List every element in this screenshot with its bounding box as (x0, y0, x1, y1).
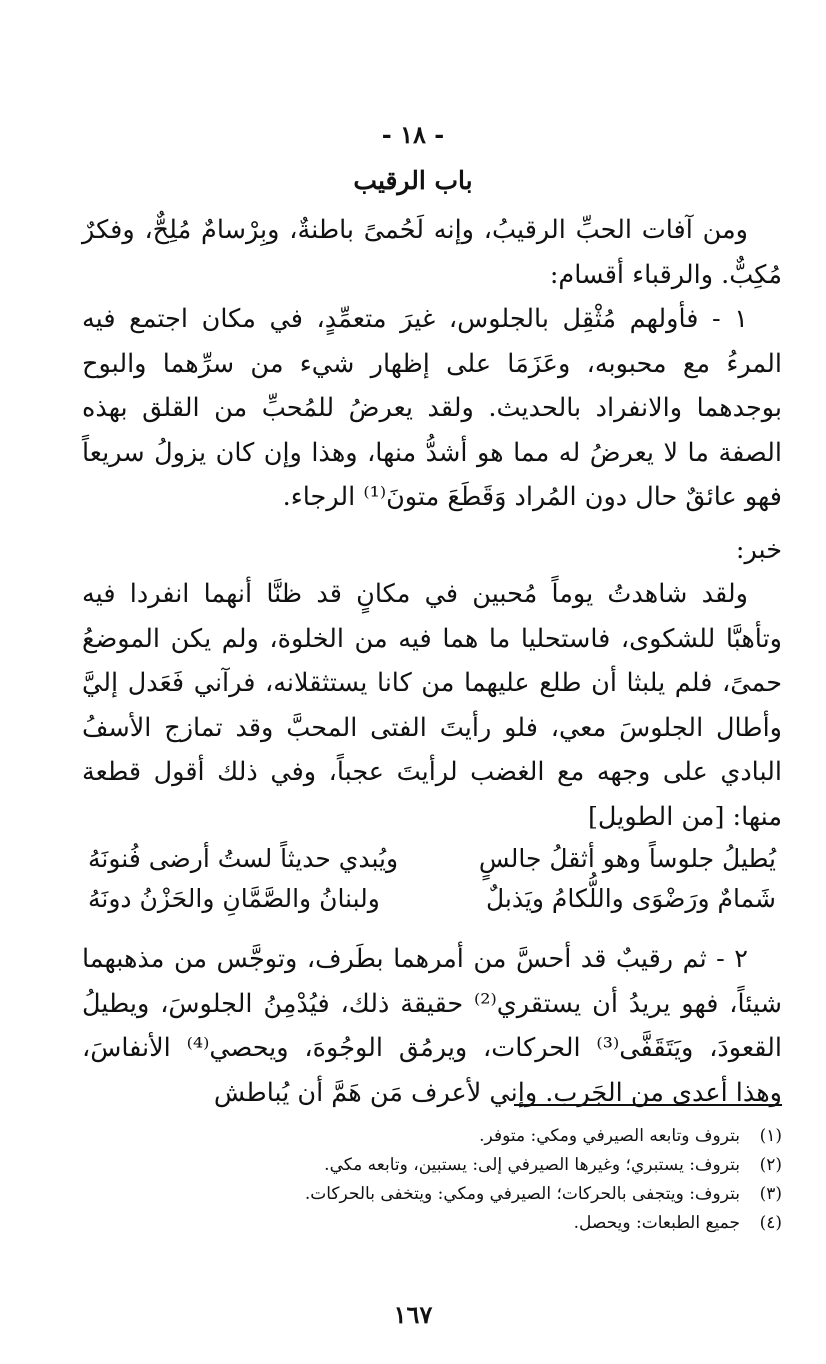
footnote-number: (٤) (759, 1213, 782, 1233)
footnote-number: (٣) (759, 1184, 782, 1204)
footnote-text: بتروف وتابعه الصيرفي ومكي: متوفر. (479, 1126, 740, 1146)
footnote-number: (٢) (759, 1155, 782, 1175)
verse-first-hemistich: يُطيلُ جلوساً وهو أثقلُ جالسٍ (478, 844, 776, 873)
main-text (82, 208, 782, 1115)
running-page-number: - ١٨ - (381, 120, 445, 149)
verse-line (88, 839, 776, 879)
footnote-item (160, 1151, 782, 1180)
footnote-number: (١) (759, 1126, 782, 1146)
footnote-divider (514, 1104, 782, 1106)
footnote-item (160, 1209, 782, 1238)
footnotes (160, 1122, 782, 1238)
verse-second-hemistich: ولبنانُ والصَّمَّانِ والحَزْنُ دونَهُ (88, 884, 380, 913)
footnote-text: بتروف: يستبري؛ وغيرها الصيرفي إلى: يستبين، وتابعه مكي. (324, 1155, 740, 1175)
folio-page-number: ١٦٧ (393, 1300, 433, 1329)
section-1-paragraph: ١ - فأولهم مُثْقِل بالجلوس، غيرَ متعمِّدٍ، في مكان اجتمع فيه المرءُ مع محبوبه، وعَزَمَا على إظهار شيء من سرِّهما والبوح بوجدهما والانفراد بالحديث. ولقد يعرضُ للمُحبِّ من القلق بهذه الصفة ما لا يعرضُ له مما هو أشدُّ منها، وهذا وإن كان يزولُ سريعاً فهو عائقٌ حال دون المُراد وَقَطَعَ متونَ⁽¹⁾ الرجاء. (82, 304, 782, 512)
footnote-text: بتروف: ويتجفى بالحركات؛ الصيرفي ومكي: ويتخفى بالحركات. (304, 1184, 740, 1204)
footnote-text: جميع الطبعات: ويحصل. (573, 1213, 740, 1233)
poem (88, 839, 776, 919)
intro-paragraph: ومن آفات الحبِّ الرقيبُ، وإنه لَحُمىً باطنةٌ، وبِرْسامٌ مُلِحٌّ، وفكرٌ مُكِبٌّ. والرقباء أقسام: (82, 215, 782, 290)
verse-line (88, 879, 776, 919)
footnote-item (160, 1180, 782, 1209)
verse-first-hemistich: شَمامٌ ورَضْوَى واللُّكامُ ويَذبلٌ (485, 884, 776, 913)
khabar-label: خبر: (735, 534, 782, 565)
khabar-paragraph: ولقد شاهدتُ يوماً مُحبين في مكانٍ قد ظنَّا أنهما انفردا فيه وتأهبَّا للشكوى، فاستحليا ما هما فيه من الخلوة، ولم يكن الموضعُ حمىً، فلم يلبثا أن طلع عليهما من كانا يستثقلانه، فرآني فَعَدل إليَّ وأطال الجلوسَ معي، فلو رأيتَ الفتى المحبَّ وقد تمازج الأسفُ البادي على وجهه مع الغضب لرأيتَ عجباً، وفي ذلك أقول قطعة منها: [من الطويل] (82, 579, 782, 832)
section-2-paragraph: ٢ - ثم رقيبٌ قد أحسَّ من أمرهما بطَرف، وتوجَّس من مذهبهما شيئاً، فهو يريدُ أن يستقري⁽²⁾ حقيقة ذلك، فيُدْمِنُ الجلوسَ، ويطيلُ القعودَ، ويَتَقَفَّى⁽³⁾ الحركات، ويرمُق الوجُوهَ، ويحصي⁽⁴⁾ الأنفاسَ، وهذا أعدى من الجَرب. وإني لأعرف مَن هَمَّ أن يُباطش (82, 944, 783, 1108)
chapter-title: باب الرقيب (353, 166, 473, 195)
verse-second-hemistich: ويُبدي حديثاً لستُ أرضى فُنونَهُ (88, 844, 399, 873)
footnote-item (160, 1122, 782, 1151)
